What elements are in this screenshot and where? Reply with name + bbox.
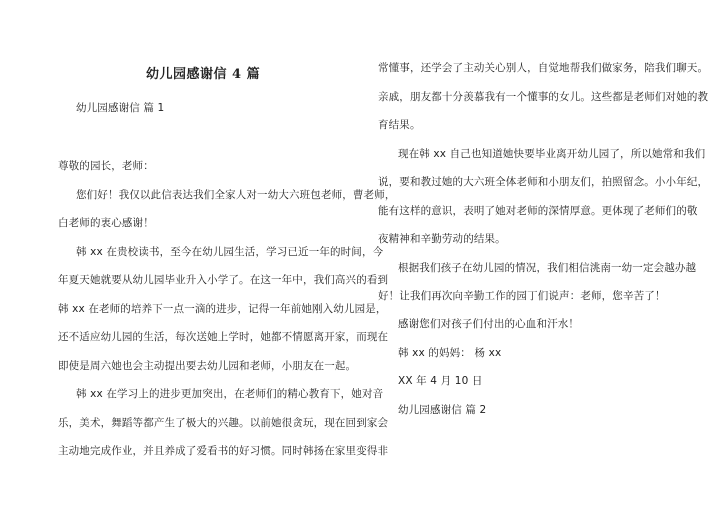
paragraph-line: 您们好！我仅以此信表达我们全家人对一幼大六班包老师，曹老师， bbox=[76, 189, 396, 201]
paragraph-line: 夜精神和辛勤劳动的结果。 bbox=[378, 233, 506, 245]
paragraph-line: 韩 xx 在贵校读书，至今在幼儿园生活，学习已近一年的时间，今 bbox=[76, 246, 384, 258]
paragraph-line: 年夏天她就要从幼儿园毕业升入小学了。在这一年中，我们高兴的看到 bbox=[58, 274, 389, 286]
paragraph-line: 韩 xx 在学习上的进步更加突出，在老师们的精心教育下，她对音 bbox=[76, 388, 384, 400]
date-line: XX 年 4 月 10 日 bbox=[398, 375, 483, 387]
paragraph-line: 好！让我们再次向辛勤工作的园丁们说声：老师，您辛苦了！ bbox=[378, 290, 666, 302]
paragraph-line: 现在韩 xx 自己也知道她快要毕业离开幼儿园了，所以她常和我们 bbox=[398, 148, 706, 160]
paragraph-line: 乐，美术，舞蹈等都产生了极大的兴趣。以前她很贪玩，现在回到家会 bbox=[58, 417, 389, 429]
document-title: 幼儿园感谢信 4 篇 bbox=[146, 67, 261, 82]
paragraph-line: 白老师的衷心感谢！ bbox=[58, 217, 154, 229]
paragraph-line: 能有这样的意识，表明了她对老师的深情厚意。更体现了老师们的敬 bbox=[378, 205, 698, 217]
paragraph-line: 根据我们孩子在幼儿园的情况，我们相信洮南一幼一定会越办越 bbox=[398, 262, 697, 274]
paragraph-line: 还不适应幼儿园的生活，每次送她上学时，她都不情愿离开家，而现在 bbox=[58, 331, 389, 343]
paragraph-line: 韩 xx 在老师的培养下一点一滴的进步，记得一年前她刚入幼儿园是， bbox=[58, 303, 387, 315]
paragraph-line: 说，要和教过她的大六班全体老师和小朋友们，拍照留念。小小年纪， bbox=[378, 176, 709, 188]
paragraph-line: 即使是周六她也会主动提出要去幼儿园和老师，小朋友在一起。 bbox=[58, 360, 357, 372]
paragraph-line: 育结果。 bbox=[378, 119, 421, 131]
signature-line: 韩 xx 的妈妈： 杨 xx bbox=[398, 347, 502, 359]
letter-subtitle: 幼儿园感谢信 篇 1 bbox=[76, 102, 165, 114]
closing-line: 感谢您们对孩子们付出的心血和汗水！ bbox=[398, 318, 580, 330]
paragraph-line: 常懂事，还学会了主动关心别人，自觉地帮我们做家务，陪我们聊天。 bbox=[378, 62, 709, 74]
paragraph-line: 主动地完成作业，并且养成了爱看书的好习惯。同时韩扬在家里变得非 bbox=[58, 445, 389, 457]
salutation: 尊敬的园长，老师： bbox=[58, 160, 154, 172]
next-letter-heading: 幼儿园感谢信 篇 2 bbox=[398, 404, 487, 416]
paragraph-line: 亲戚，朋友都十分羡慕我有一个懂事的女儿。这些都是老师们对她的教 bbox=[378, 91, 709, 103]
